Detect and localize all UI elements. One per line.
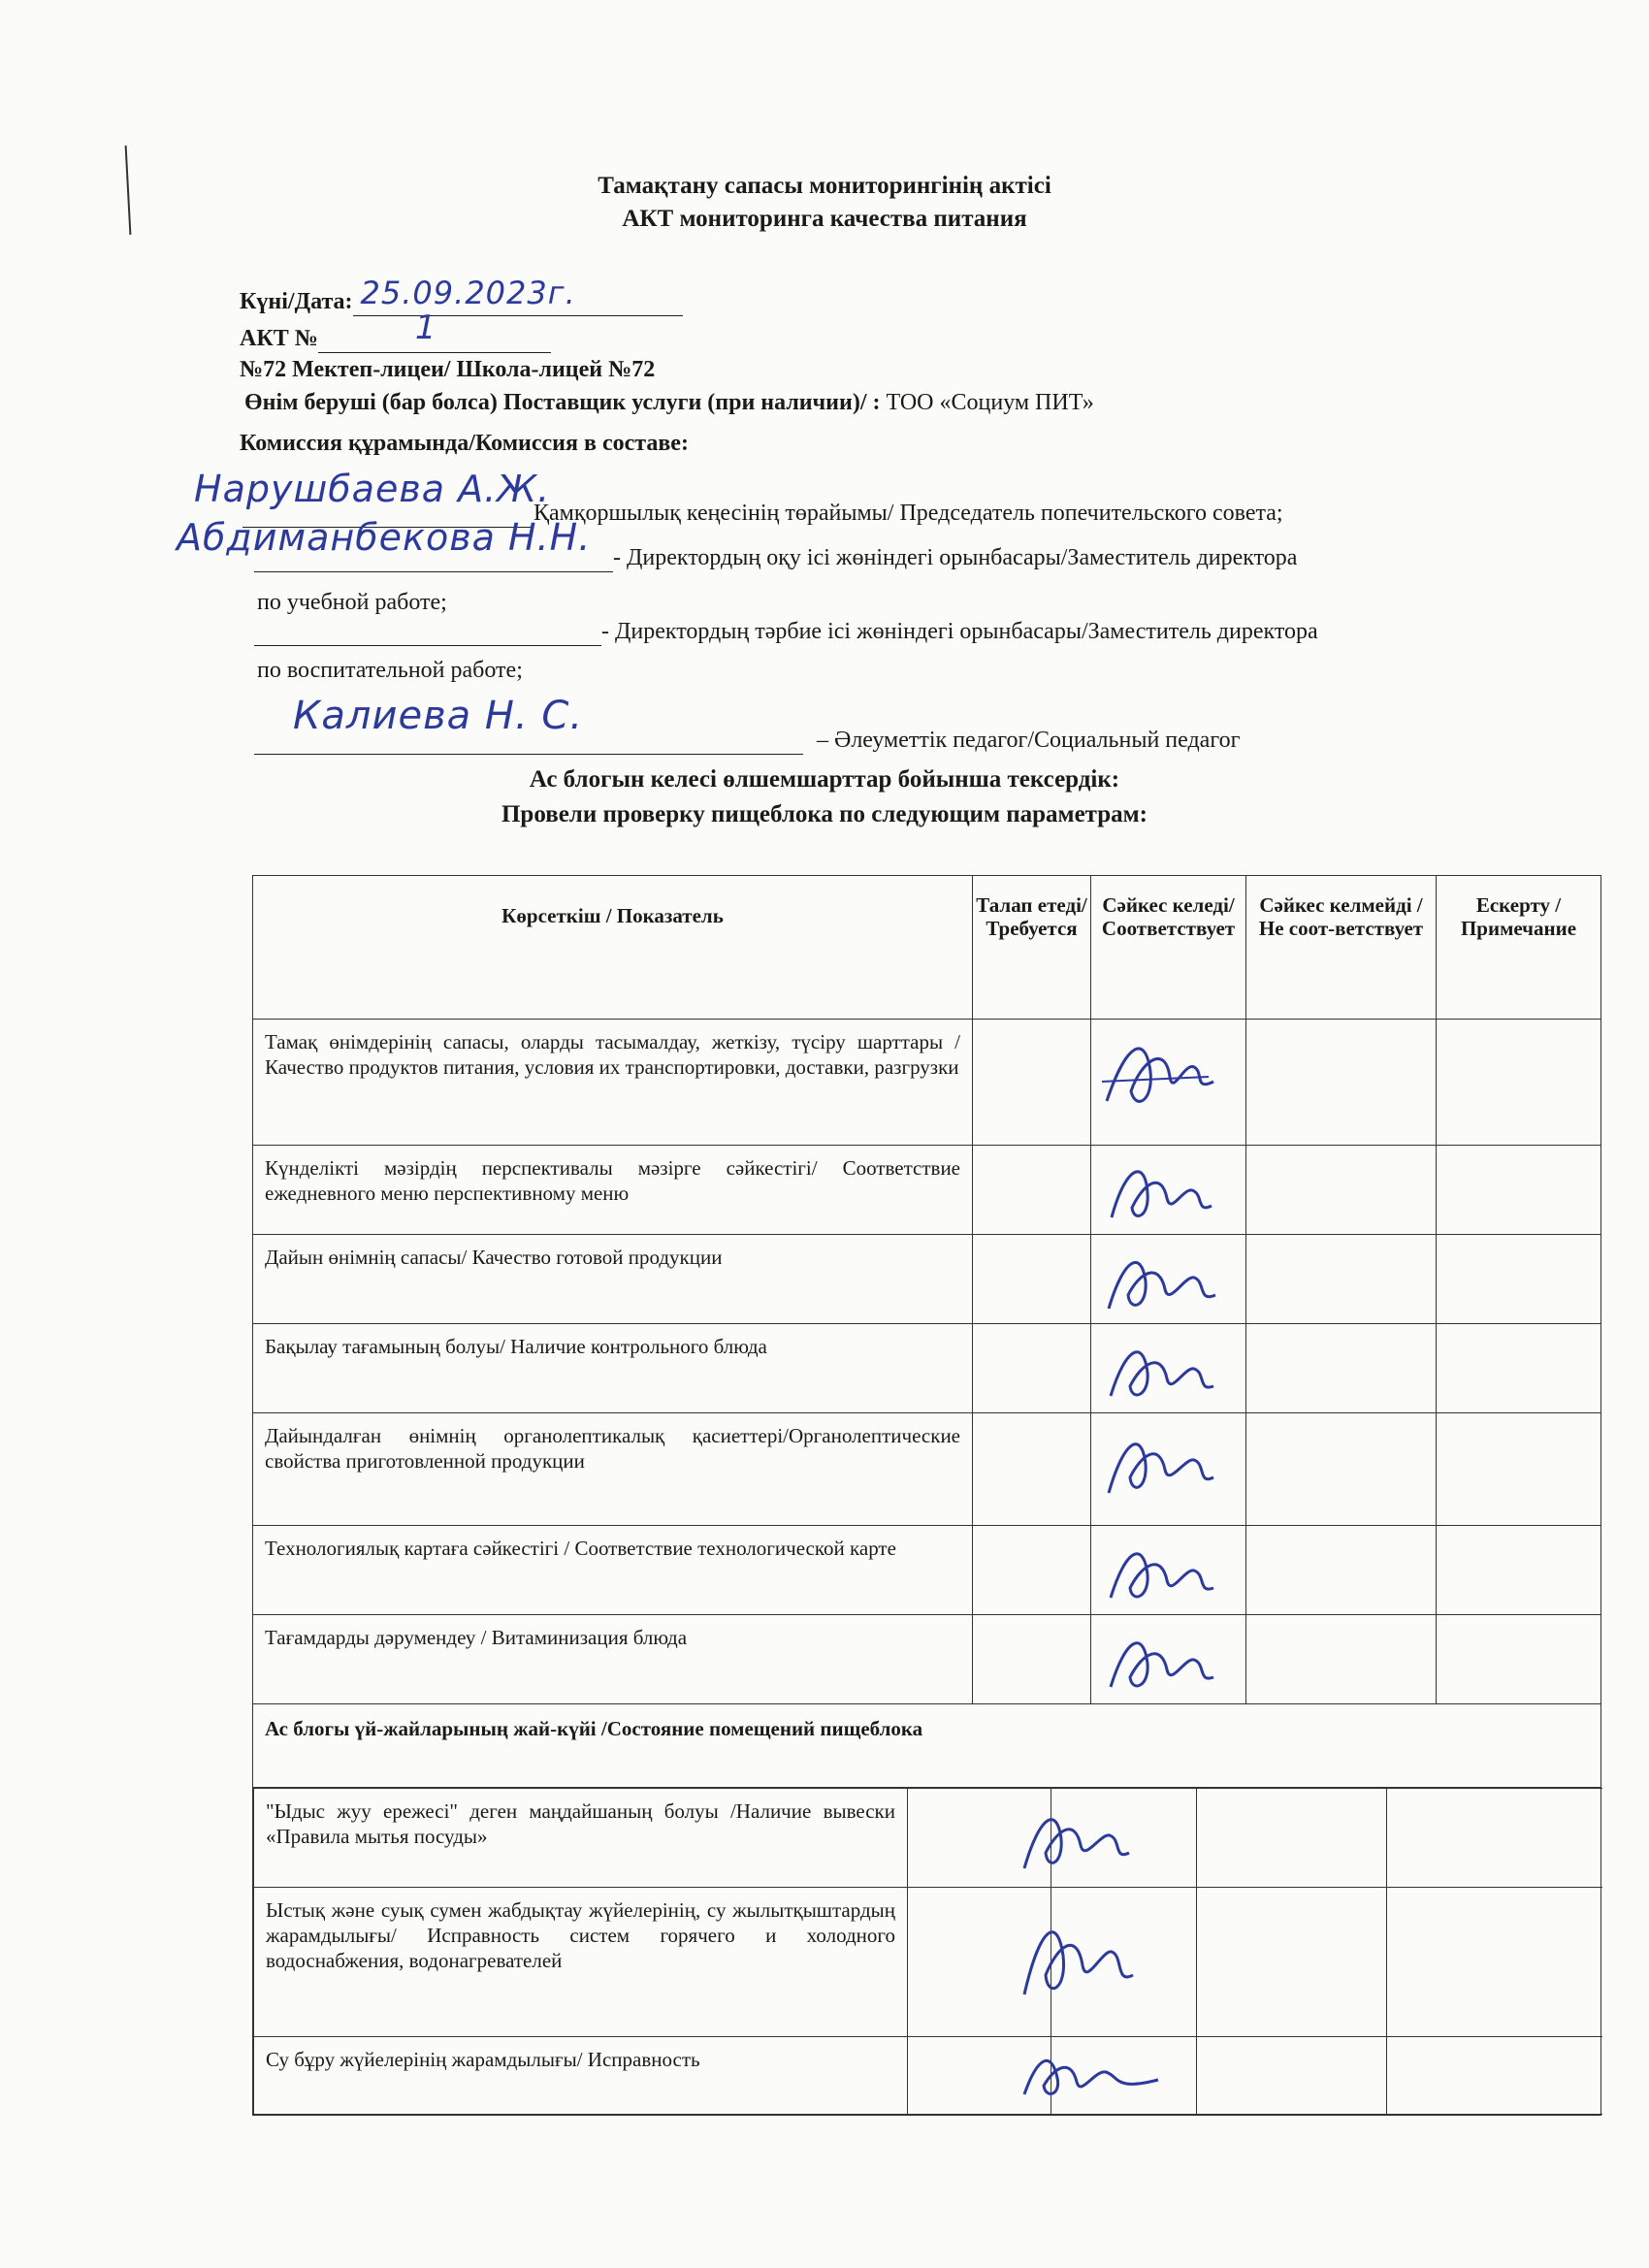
table-row	[253, 1526, 1601, 1615]
row2-3-complies	[1051, 2037, 1197, 2115]
date-value: 25.09.2023г.	[360, 275, 576, 311]
member-3	[254, 617, 1318, 646]
act-label: АКТ №	[240, 326, 318, 351]
row-3-note	[1437, 1235, 1601, 1324]
date-field	[353, 275, 683, 316]
row-7-not-complies	[1246, 1615, 1437, 1704]
row-2-not-complies	[1246, 1146, 1437, 1235]
row2-3-indicator: Су бұру жүйелерінің жарамдылығы/ Исправность	[254, 2037, 908, 2115]
member-2-role-cont: по учебной работе;	[257, 590, 447, 615]
row-1-required	[973, 1020, 1091, 1146]
table-row	[253, 1235, 1601, 1324]
header-note: Ескерту /Примечание	[1437, 876, 1601, 1020]
table-row	[253, 1413, 1601, 1526]
member-2-role: - Директордың оқу ісі жөніндегі орынбасары/Заместитель директора	[613, 545, 1298, 570]
provider-line	[244, 388, 1094, 417]
row-5-required	[973, 1413, 1091, 1526]
row-4-required	[973, 1324, 1091, 1413]
row2-2-note	[1387, 1888, 1602, 2037]
row-7-required	[973, 1615, 1091, 1704]
school-line: №72 Мектеп-лицеи/ Школа-лицей №72	[240, 357, 656, 382]
row2-3-not-complies	[1197, 2037, 1387, 2115]
row2-3-signature	[1013, 2041, 1168, 2109]
row-6-not-complies	[1246, 1526, 1437, 1615]
row-1-signature	[1097, 1023, 1233, 1130]
row-1-note	[1437, 1020, 1601, 1146]
header-complies: Сәйкес келеді/ Соответствует	[1091, 876, 1246, 1020]
row-2-required	[973, 1146, 1091, 1235]
row2-1-indicator: "Ыдыс жуу ережесі" деген маңдайшаның болуы /Наличие вывески «Правила мытья посуды»	[254, 1789, 908, 1888]
table-header-row	[253, 876, 1601, 1020]
row-2-complies	[1091, 1146, 1246, 1235]
section-subtable	[253, 1788, 1602, 2115]
row-3-complies	[1091, 1235, 1246, 1324]
act-field	[318, 308, 551, 353]
row-4-complies	[1091, 1324, 1246, 1413]
row-7-indicator: Тағамдарды дәрумендеу / Витаминизация блюда	[253, 1615, 973, 1704]
row-4-not-complies	[1246, 1324, 1437, 1413]
table-row	[253, 1615, 1601, 1704]
monitoring-table	[252, 875, 1601, 2116]
member-2	[177, 516, 1298, 572]
section-title: Ас блогы үй-жайларының жай-күйі /Состояние помещений пищеблока	[253, 1704, 1601, 1788]
row-5-note	[1437, 1413, 1601, 1526]
row2-3-note	[1387, 2037, 1602, 2115]
row-6-complies	[1091, 1526, 1246, 1615]
table-row	[253, 1324, 1601, 1413]
section-row	[253, 1704, 1601, 1788]
row-1-not-complies	[1246, 1020, 1437, 1146]
row-2-signature	[1097, 1150, 1233, 1237]
provider-label: Өнім беруші (бар болса) Поставщик услуги (при наличии)/ :	[244, 390, 887, 415]
member-3-role: - Директордың тәрбие ісі жөніндегі орынбасары/Заместитель директора	[601, 619, 1318, 644]
table-row-2-wrapper	[253, 1788, 1601, 2116]
header-required: Талап етеді/ Требуется	[973, 876, 1091, 1020]
member-1-role: Қамқоршылық кеңесінің төрайымы/ Председатель попечительского совета;	[534, 501, 1283, 526]
table-row	[254, 2037, 1602, 2115]
row-1-complies	[1091, 1020, 1246, 1146]
act-line	[240, 308, 551, 353]
date-line	[240, 275, 683, 316]
row2-2-indicator: Ыстық және суық сумен жабдықтау жүйелерінің, су жылытқыштардың жарамдылығы/ Исправность систем горячего и холодного водоснабжения, водонагревателей	[254, 1888, 908, 2037]
table-row	[253, 1146, 1601, 1235]
date-label: Күні/Дата:	[240, 289, 353, 314]
row-6-indicator: Технологиялық картаға сәйкестігі / Соответствие технологической карте	[253, 1526, 973, 1615]
header-not-complies: Сәйкес келмейді / Не соот-ветствует	[1246, 876, 1437, 1020]
commission-line: Комиссия құрамында/Комиссия в составе:	[240, 431, 689, 456]
row2-2-complies	[1051, 1888, 1197, 2037]
row-1-indicator: Тамақ өнімдерінің сапасы, оларды тасымалдау, жеткізу, түсіру шарттары / Качество продуктов питания, условия их транспортировки, доставки, разгрузки	[253, 1020, 973, 1146]
table-row	[254, 1888, 1602, 2037]
member-4-signature-line	[254, 694, 803, 755]
row-7-note	[1437, 1615, 1601, 1704]
table-row	[253, 1020, 1601, 1146]
row2-2-not-complies	[1197, 1888, 1387, 2037]
title-ru: АКТ мониторинга качества питания	[622, 206, 1027, 232]
row-5-complies	[1091, 1413, 1246, 1526]
row-5-signature	[1097, 1417, 1233, 1514]
row-5-not-complies	[1246, 1413, 1437, 1526]
params-title-ru: Провели проверку пищеблока по следующим параметрам:	[501, 801, 1148, 827]
act-value: 1	[414, 308, 437, 347]
row-7-signature	[1097, 1619, 1233, 1706]
section-rows-cell	[253, 1788, 1601, 2116]
row-4-note	[1437, 1324, 1601, 1413]
provider-value: ТОО «Социум ПИТ»	[886, 390, 1094, 415]
row2-1-complies	[1051, 1789, 1197, 1888]
row2-1-note	[1387, 1789, 1602, 1888]
row-2-indicator: Күнделікті мәзірдің перспективалы мәзірге сәйкестігі/ Соответствие ежедневного меню перспективному меню	[253, 1146, 973, 1235]
row-6-required	[973, 1526, 1091, 1615]
member-4-signature: Калиева Н. С.	[293, 694, 584, 738]
row-3-required	[973, 1235, 1091, 1324]
row-2-note	[1437, 1146, 1601, 1235]
row-6-note	[1437, 1526, 1601, 1615]
params-title-kz: Ас блогын келесі өлшемшарттар бойынша тексердік:	[529, 766, 1120, 793]
member-3-role-cont: по воспитательной работе;	[257, 658, 523, 683]
member-2-signature-line	[177, 516, 613, 572]
row-3-indicator: Дайын өнімнің сапасы/ Качество готовой продукции	[253, 1235, 973, 1324]
table-row	[254, 1789, 1602, 1888]
row-4-signature	[1097, 1328, 1233, 1415]
row-7-complies	[1091, 1615, 1246, 1704]
member-4	[254, 694, 1241, 755]
member-3-signature-line	[254, 622, 601, 646]
row2-1-not-complies	[1197, 1789, 1387, 1888]
member-1-signature: Нарушбаева А.Ж.	[194, 468, 551, 510]
member-4-role: – Әлеуметтік педагог/Социальный педагог	[817, 728, 1241, 753]
row2-2-signature	[1013, 1897, 1148, 2024]
title-kz: Тамақтану сапасы мониторингінің актісі	[598, 173, 1051, 199]
row-4-indicator: Бақылау тағамының болуы/ Наличие контрольного блюда	[253, 1324, 973, 1413]
row2-1-signature	[1013, 1793, 1148, 1890]
row-3-signature	[1097, 1239, 1233, 1326]
member-2-signature: Абдиманбекова Н.Н.	[177, 516, 592, 559]
row-5-indicator: Дайындалған өнімнің органолептикалық қасиеттері/Органолептические свойства приготовленной продукции	[253, 1413, 973, 1526]
row-3-not-complies	[1246, 1235, 1437, 1324]
row-6-signature	[1097, 1530, 1233, 1617]
header-indicator: Көрсеткіш / Показатель	[253, 876, 973, 1020]
